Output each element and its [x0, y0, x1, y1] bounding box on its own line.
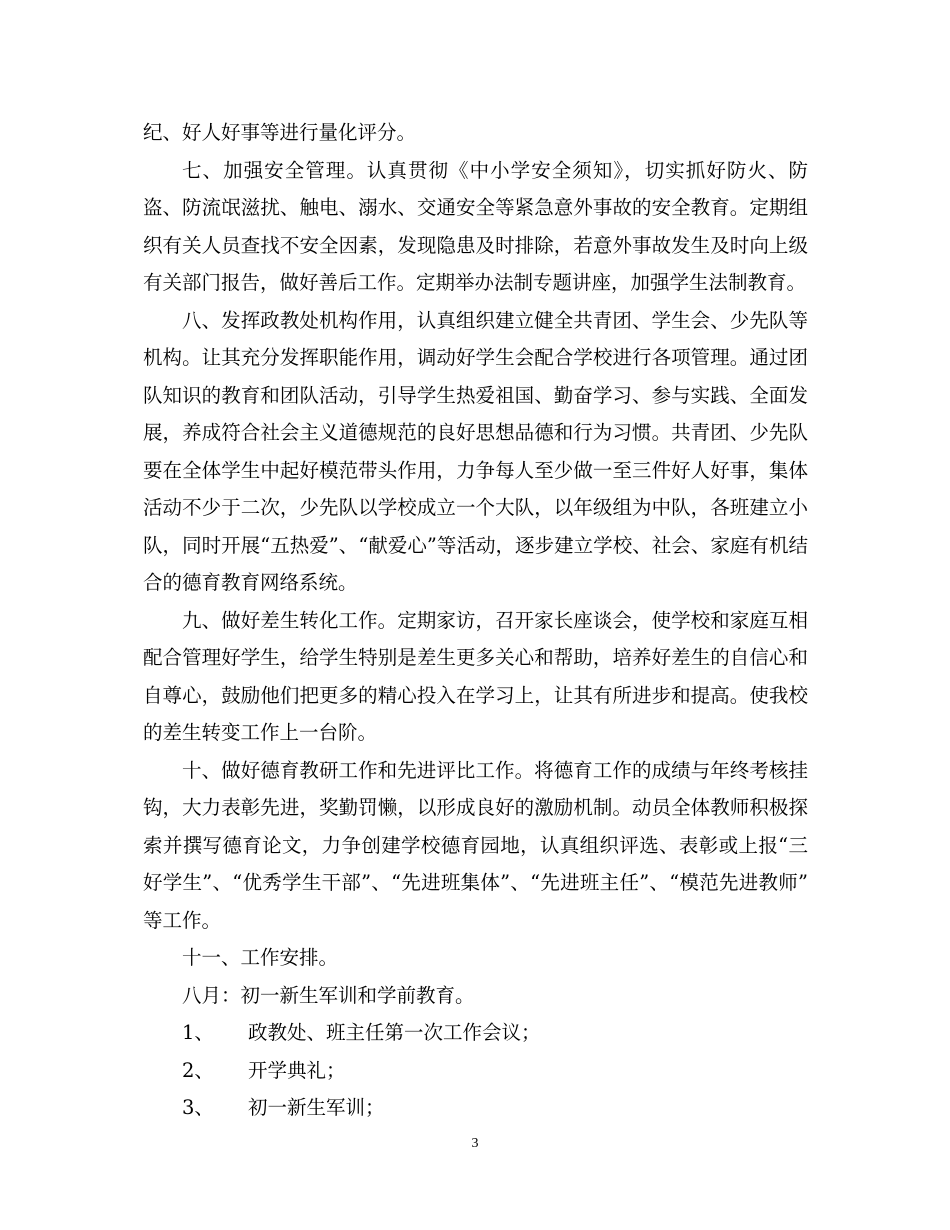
paragraph-moral-research: 十、做好德育教研工作和先进评比工作。将德育工作的成绩与年终考核挂钩，大力表彰先进，奖勤罚懒，以形成良好的激励机制。动员全体教师积极探索并撰写德育论文，力争创建学校德育园地，认真组织评选、表彰或上报“三好学生”、“优秀学生干部”、“先进班集体”、“先进班主任”、“模范先进教师” 等工作。: [143, 758, 808, 932]
paragraph-safety-management: 七、加强安全管理。认真贯彻《中小学安全须知》，切实抓好防火、防盗、防流氓滋扰、触电、溺水、交通安全等紧急意外事故的安全教育。定期组织有关人员查找不安全因素，发现隐患及时排除，若意外事故发生及时向上级有关部门报告，做好善后工作。定期举办法制专题讲座，加强学生法制教育。: [143, 158, 808, 294]
list-item-number: 3、: [182, 1096, 214, 1119]
list-item-text: 初一新生军训；: [248, 1096, 385, 1119]
paragraph-work-schedule-heading: 十一、工作安排。: [182, 946, 339, 969]
list-item-number: 2、: [182, 1058, 214, 1082]
paragraph-student-transformation: 九、做好差生转化工作。定期家访，召开家长座谈会，使学校和家庭互相配合管理好学生，给学生特别是差生更多关心和帮助，培养好差生的自信心和自尊心，鼓励他们把更多的精心投入在学习上，让其有所进步和提高。使我校的差生转变工作上一台阶。: [143, 608, 808, 744]
list-item: [143, 1014, 808, 1052]
list-item: [143, 1089, 808, 1127]
list-item-number: 1、: [182, 1021, 214, 1044]
document-body: [143, 114, 808, 1127]
page-number: 3: [471, 1136, 479, 1151]
list-item-text: 开学典礼；: [248, 1058, 346, 1082]
paragraph-august: 八月：初一新生军训和学前教育。: [182, 983, 475, 1007]
list-item-text: 政教处、班主任第一次工作会议；: [248, 1021, 541, 1044]
paragraph-political-office: 八、发挥政教处机构作用，认真组织建立健全共青团、学生会、少先队等机构。让其充分发挥职能作用，调动好学生会配合学校进行各项管理。通过团队知识的教育和团队活动，引导学生热爱祖国、勤奋学习、参与实践、全面发展，养成符合社会主义道德规范的良好思想品德和行为习惯。共青团、少先队要在全体学生中起好模范带头作用，力争每人至少做一至三件好人好事，集体活动不少于二次，少先队以学校成立一个大队，以年级组为中队，各班建立小队，同时开展“五热爱”、“献爱心”等活动，逐步建立学校、社会、家庭有机结合的德育教育网络系统。: [143, 308, 808, 594]
paragraph-continuation: 纪、好人好事等进行量化评分。: [143, 121, 417, 144]
list-item: [143, 1052, 808, 1090]
